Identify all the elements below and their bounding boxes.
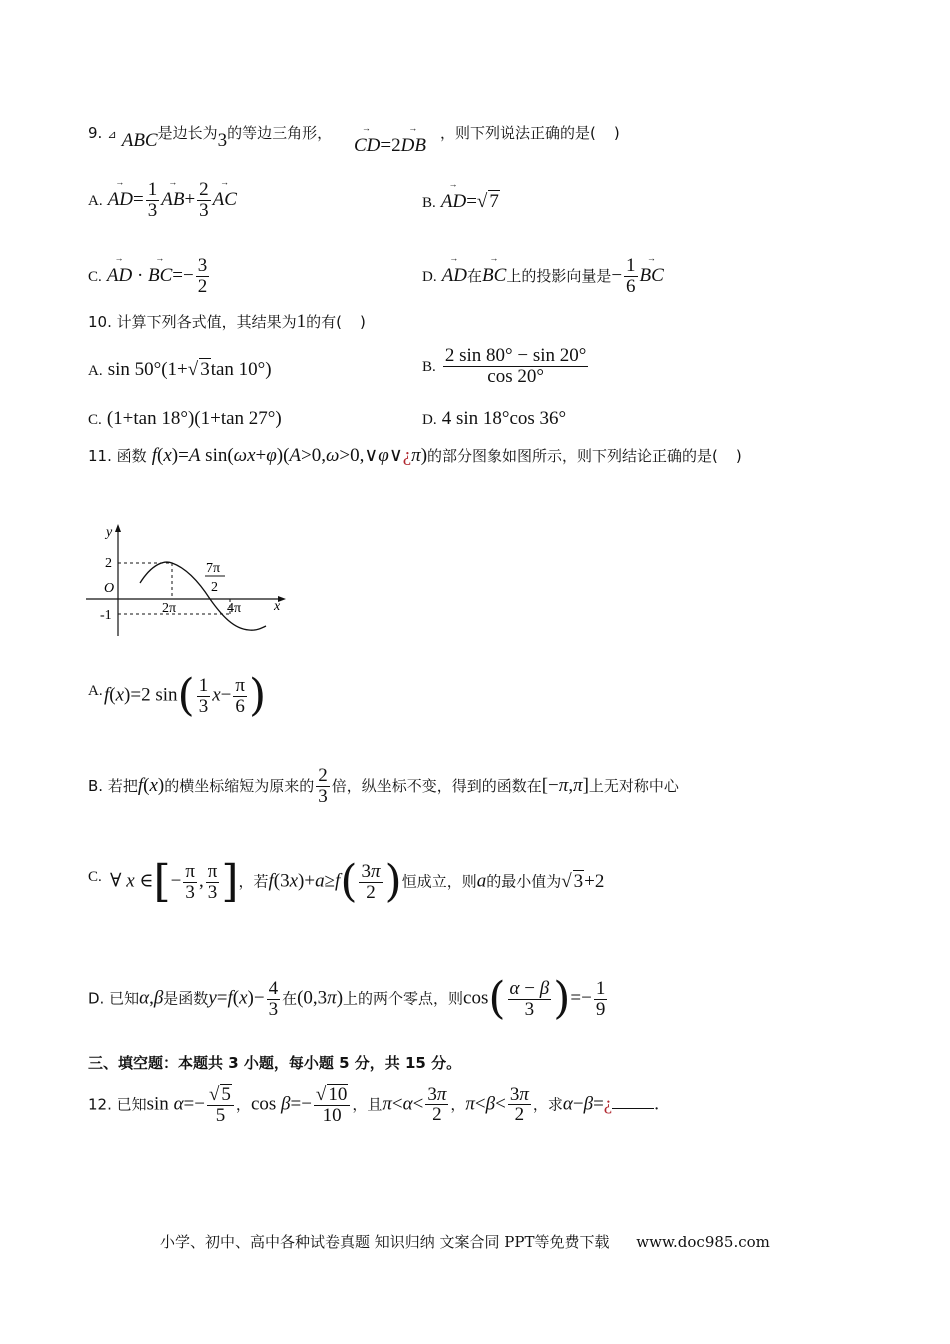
footer-url[interactable]: www.doc985.com (636, 1233, 770, 1251)
q11-option-c[interactable]: ∀ x ∈[− $\frac{\pi}{3}$ , $\frac{\pi}{3}$ ]，若f(3x)+a≥f( $\frac{3\pi}{2}$ )恒成立，则a的最小值为√ 3+2 (110, 856, 605, 907)
footer (160, 1231, 770, 1252)
q9-number: 9. (88, 124, 103, 142)
q11-option-a[interactable]: f(x)=2 sin( $\frac{1}{3}$ x− $\frac{\pi}{6}$ ) (104, 670, 267, 721)
q11-option-a-label: A. (88, 683, 103, 699)
tick-4pi: 4π (227, 601, 242, 616)
q10-option-d[interactable]: D. 4 sin 18°cos 36° (422, 408, 567, 429)
q11-sine-graph (84, 520, 294, 640)
q11-stem: 11. 函数 f(x)=A sin(ωx+φ)(A>0,ω>0,∨φ∨¿π)的部分图象如图所示，则下列结论正确的是( ) (88, 445, 742, 466)
q10-option-c[interactable]: C. (1+tan 18°)(1+tan 27°) (88, 408, 282, 429)
tick-7pi-den: 2 (211, 580, 218, 595)
q10-stem: 10. 计算下列各式值，其结果为1的有( ) (88, 311, 366, 332)
q12-answer-blank[interactable] (612, 1108, 654, 1109)
q11-option-b[interactable]: B. 若把f(x)的横坐标缩短为原来的 $\frac{2}{3}$ 倍，纵坐标不变，得到的函数在[−π,π]上无对称中心 (88, 765, 679, 807)
q9-stem: 9. ⊿ ABC是边长为3的等边三角形， (88, 124, 333, 151)
q11-option-c-label: C. (88, 869, 102, 885)
q9-option-c[interactable]: C. → AD · → BC=− $\frac{3}{2}$ (88, 256, 211, 297)
q9-cd-eq-2db: → CD=2→ DB (354, 135, 426, 157)
q10-option-b[interactable]: B. $\frac{2 \sin 80^\circ - \sin 20^\circ}{\cos 20^\circ}$ (422, 345, 587, 387)
tick-2: 2 (105, 556, 112, 571)
section-3-heading: 三、填空题：本题共 3 小题，每小题 5 分，共 15 分。 (88, 1054, 462, 1072)
x-label: x (274, 599, 281, 614)
origin-label: O (104, 581, 115, 596)
q10-option-a[interactable]: A. sin 50°(1+√ 3tan 10°) (88, 359, 272, 380)
footer-text: 小学、初中、高中各种试卷真题 知识归纳 文案合同 PPT等免费下载 (160, 1233, 610, 1251)
tick-neg1: -1 (100, 608, 112, 623)
y-axis-arrow-icon (115, 524, 121, 532)
tick-7pi: 7π (206, 561, 221, 576)
q9-option-a[interactable]: A. → AD= $\frac{1}{3}$ → AB+ $\frac{2}{3}$ → AC (88, 180, 237, 221)
q9-option-b[interactable]: B. → AD=√ 7 (422, 190, 500, 213)
q12-stem: 12. 已知sin α=− $\frac{√ 5}{5}$ ，cos β=− $\frac{√ 10}{10}$ ，且π<α< $\frac{3\pi}{2}$ ，π<β< $\frac{3\pi}{2}$ ，求α−β=¿ . (88, 1083, 659, 1126)
tick-2pi: 2π (162, 601, 177, 616)
q11-option-d[interactable]: D. 已知α,β是函数y=f(x)− $\frac{4}{3}$ 在(0,3π)上的两个零点，则cos( $\frac{\alpha - \beta}{3}$ )=− $\frac{1}{9}$ (88, 973, 606, 1024)
sine-curve (140, 562, 266, 630)
q9-option-d[interactable]: D. → AD在→ BC上的投影向量是− $\frac{1}{6}$ → BC (422, 256, 664, 297)
y-label: y (106, 525, 113, 540)
